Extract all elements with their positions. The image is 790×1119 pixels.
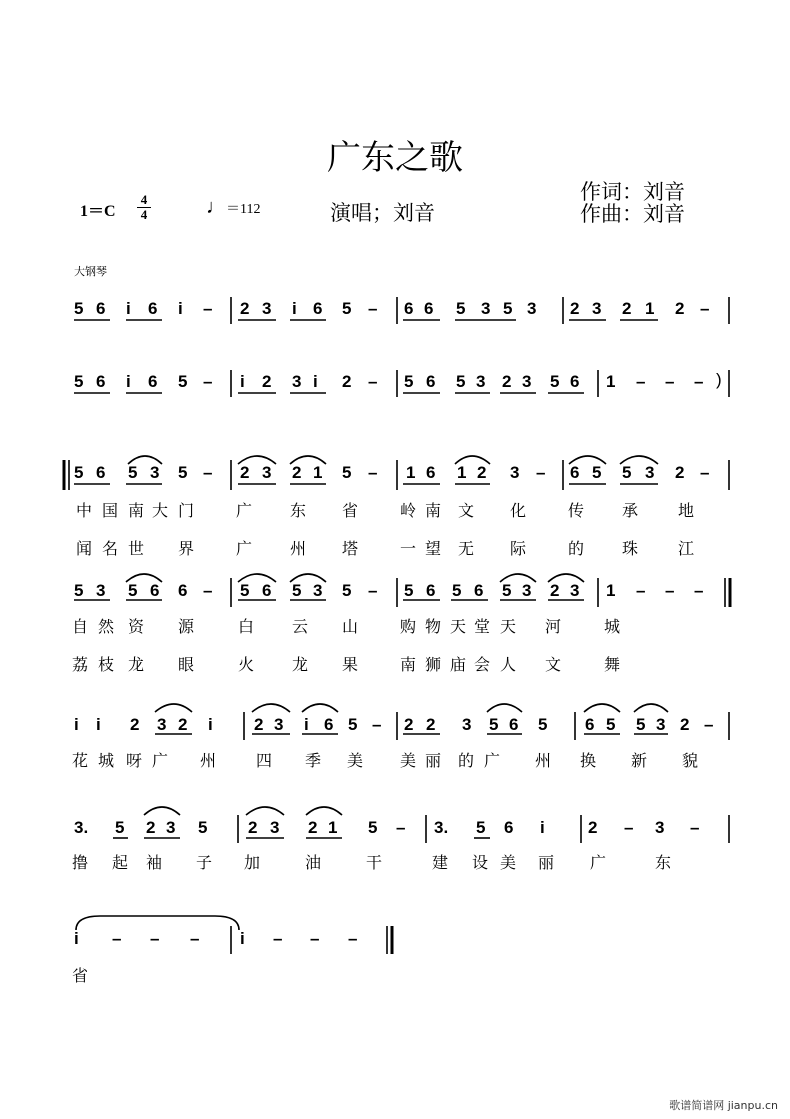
lyric: 狮 xyxy=(425,655,442,674)
note: 6 xyxy=(570,463,580,482)
note: 2 xyxy=(675,463,685,482)
dash: – xyxy=(368,581,378,600)
dash: – xyxy=(372,715,382,734)
note: 5 xyxy=(456,299,466,318)
note: 5 xyxy=(74,299,84,318)
note: 3 xyxy=(476,372,486,391)
note: 3 xyxy=(166,818,176,837)
dash: – xyxy=(150,929,160,948)
dash: – xyxy=(704,715,714,734)
dash: – xyxy=(310,929,320,948)
lyric: 丽 xyxy=(425,751,442,770)
lyric: 文 xyxy=(458,501,475,520)
lyric: 干 xyxy=(366,853,383,872)
note: 3 xyxy=(157,715,167,734)
lyric: 庙 xyxy=(450,655,467,674)
note: 3 xyxy=(150,463,160,482)
lyric: 世 xyxy=(128,539,145,558)
note: 3 xyxy=(510,463,520,482)
lyric: 广 xyxy=(484,751,501,770)
note: 5 xyxy=(342,581,352,600)
note: i xyxy=(74,715,79,734)
lyric: 四 xyxy=(256,751,273,770)
lyric: 撸 xyxy=(72,853,89,872)
lyric: 的 xyxy=(568,539,585,558)
dash: – xyxy=(112,929,122,948)
note: i xyxy=(208,715,213,734)
note: 5 xyxy=(178,372,188,391)
note: 6 xyxy=(474,581,484,600)
lyric: 云 xyxy=(292,617,309,636)
lyric: 枝 xyxy=(98,655,115,674)
note: i xyxy=(304,715,309,734)
note: 5 xyxy=(240,581,250,600)
lyric: 龙 xyxy=(292,655,309,674)
note: 3 xyxy=(481,299,491,318)
note: 5 xyxy=(342,463,352,482)
dash: – xyxy=(348,929,358,948)
key-signature: 1＝C xyxy=(80,203,116,220)
note: 5 xyxy=(178,463,188,482)
note: 3 xyxy=(656,715,666,734)
lyric: 东 xyxy=(290,501,307,520)
lyric: 闻 xyxy=(76,539,93,558)
note: 5 xyxy=(550,372,560,391)
dash: – xyxy=(203,581,213,600)
note: 5 xyxy=(115,818,125,837)
lyric: 山 xyxy=(342,617,359,636)
note: 1 xyxy=(328,818,338,837)
dash: – xyxy=(700,463,710,482)
note: 3 xyxy=(592,299,602,318)
note: 3 xyxy=(313,581,323,600)
lyric: 花 xyxy=(72,751,89,770)
note: 6 xyxy=(262,581,272,600)
lyric: 广 xyxy=(152,751,169,770)
close-paren: ) xyxy=(716,370,722,389)
lyric: 望 xyxy=(425,539,442,558)
note: 5 xyxy=(456,372,466,391)
lyric: 舞 xyxy=(604,655,621,674)
dash: – xyxy=(636,372,646,391)
singer-credit: 演唱；刘音 xyxy=(330,201,435,225)
note: 5 xyxy=(404,581,414,600)
lyric: 州 xyxy=(535,751,552,770)
note: 5 xyxy=(198,818,208,837)
note: 6 xyxy=(324,715,334,734)
note: i xyxy=(178,299,183,318)
dash: – xyxy=(368,372,378,391)
note: 3 xyxy=(262,463,272,482)
time-signature-bottom: 4 xyxy=(137,207,151,222)
note: i xyxy=(240,929,245,948)
lyric: 岭 xyxy=(400,501,417,520)
lyric: 源 xyxy=(178,617,195,636)
note: 2 xyxy=(680,715,690,734)
lyric: 物 xyxy=(425,617,442,636)
lyric: 州 xyxy=(200,751,217,770)
note: i xyxy=(126,299,131,318)
note: 3 xyxy=(522,581,532,600)
note: 2 xyxy=(146,818,156,837)
lyric: 国 xyxy=(102,501,119,520)
note: i xyxy=(313,372,318,391)
lyric: 名 xyxy=(102,539,119,558)
lyric: 塔 xyxy=(342,539,359,558)
note: 3. xyxy=(74,818,89,837)
lyric: 白 xyxy=(238,617,255,636)
note: 2 xyxy=(477,463,487,482)
note: 5 xyxy=(489,715,499,734)
note: 2 xyxy=(254,715,264,734)
song-title: 广东之歌 xyxy=(327,138,463,178)
note: 2 xyxy=(675,299,685,318)
note: 6 xyxy=(426,372,436,391)
lyric: 建 xyxy=(432,853,449,872)
note: 6 xyxy=(96,299,106,318)
lyric: 丽 xyxy=(538,853,555,872)
lyric: 呀 xyxy=(126,751,143,770)
lyric: 省 xyxy=(342,501,359,520)
lyric: 天 xyxy=(500,617,517,636)
dash: – xyxy=(203,299,213,318)
note: i xyxy=(292,299,297,318)
lyric: 广 xyxy=(590,853,607,872)
lyric: 然 xyxy=(98,617,115,636)
lyric: 的 xyxy=(458,751,475,770)
watermark: 歌谱简谱网 jianpu.cn xyxy=(669,1099,778,1112)
lyric: 大 xyxy=(152,501,169,520)
note: 5 xyxy=(452,581,462,600)
dash: – xyxy=(694,581,704,600)
lyric: 东 xyxy=(655,853,672,872)
note: 3 xyxy=(292,372,302,391)
note: 2 xyxy=(292,463,302,482)
note: 5 xyxy=(606,715,616,734)
lyric: 购 xyxy=(400,617,417,636)
note: 3 xyxy=(96,581,106,600)
lyric: 省 xyxy=(72,966,89,985)
note: 5 xyxy=(342,299,352,318)
note: 1 xyxy=(313,463,323,482)
lyric: 承 xyxy=(622,501,639,520)
lyric: 貌 xyxy=(682,751,699,770)
dash: – xyxy=(190,929,200,948)
note: i xyxy=(74,929,79,948)
note: 3 xyxy=(655,818,665,837)
lyric: 门 xyxy=(178,501,195,520)
lyric: 珠 xyxy=(622,539,639,558)
lyric: 传 xyxy=(568,501,585,520)
note: 6 xyxy=(504,818,514,837)
note: 2 xyxy=(404,715,414,734)
lyric: 州 xyxy=(290,539,307,558)
lyric: 子 xyxy=(196,853,213,872)
note: 6 xyxy=(96,463,106,482)
lyric: 眼 xyxy=(178,655,195,674)
note: 2 xyxy=(502,372,512,391)
quarter-note-icon: ♩ xyxy=(206,196,226,218)
lyric: 美 xyxy=(400,751,417,770)
lyric: 换 xyxy=(580,751,597,770)
note: 5 xyxy=(622,463,632,482)
note: 5 xyxy=(128,463,138,482)
note: 3 xyxy=(270,818,280,837)
lyric: 季 xyxy=(305,751,322,770)
note: 5 xyxy=(128,581,138,600)
lyric: 美 xyxy=(500,853,517,872)
note: i xyxy=(540,818,545,837)
note: 5 xyxy=(368,818,378,837)
lyric: 龙 xyxy=(128,655,145,674)
note: 2 xyxy=(622,299,632,318)
note: 2 xyxy=(130,715,140,734)
lyric: 无 xyxy=(458,539,475,558)
note: 5 xyxy=(74,372,84,391)
note: 5 xyxy=(538,715,548,734)
note: 2 xyxy=(240,299,250,318)
note: 3 xyxy=(645,463,655,482)
instrument-label: 大钢琴 xyxy=(74,265,107,278)
note: i xyxy=(126,372,131,391)
dash: – xyxy=(368,463,378,482)
note: 2 xyxy=(426,715,436,734)
note: 1 xyxy=(457,463,467,482)
lyric: 化 xyxy=(510,501,527,520)
note: 1 xyxy=(645,299,655,318)
note: 3 xyxy=(527,299,537,318)
note: 2 xyxy=(262,372,272,391)
lyric: 起 xyxy=(112,853,129,872)
composer-credit: 作曲：刘音 xyxy=(580,202,685,226)
lyric: 南 xyxy=(400,655,417,674)
note: 6 xyxy=(178,581,188,600)
note: i xyxy=(240,372,245,391)
dash: – xyxy=(396,818,406,837)
lyric: 天 xyxy=(450,617,467,636)
note: 1 xyxy=(606,372,616,391)
dash: – xyxy=(665,581,675,600)
lyric: 油 xyxy=(305,853,322,872)
lyric: 资 xyxy=(128,617,145,636)
lyric: 江 xyxy=(678,539,695,558)
note: 5 xyxy=(74,581,84,600)
dash: – xyxy=(273,929,283,948)
lyric: 新 xyxy=(631,751,648,770)
lyric: 会 xyxy=(474,655,491,674)
note: 2 xyxy=(240,463,250,482)
lyric: 城 xyxy=(98,751,115,770)
dash: – xyxy=(203,463,213,482)
note: 2 xyxy=(178,715,188,734)
note: 2 xyxy=(248,818,258,837)
dash: – xyxy=(624,818,634,837)
note: 2 xyxy=(588,818,598,837)
note: 3 xyxy=(522,372,532,391)
lyricist-credit: 作词：刘音 xyxy=(580,180,685,204)
lyric: 广 xyxy=(236,501,253,520)
lyric: 火 xyxy=(238,655,255,674)
lyric: 南 xyxy=(128,501,145,520)
lyric: 城 xyxy=(604,617,621,636)
lyric: 袖 xyxy=(146,853,163,872)
note: 2 xyxy=(308,818,318,837)
note: 5 xyxy=(636,715,646,734)
note: 6 xyxy=(426,581,436,600)
note: 6 xyxy=(148,372,158,391)
note: 3 xyxy=(274,715,284,734)
note: 6 xyxy=(148,299,158,318)
lyric: 加 xyxy=(244,853,261,872)
note: 6 xyxy=(404,299,414,318)
tempo-value: ＝112 xyxy=(226,202,261,217)
lyric: 际 xyxy=(510,539,527,558)
note: 6 xyxy=(426,463,436,482)
lyric: 中 xyxy=(76,501,93,520)
note: 2 xyxy=(342,372,352,391)
note: 5 xyxy=(476,818,486,837)
lyric: 果 xyxy=(342,655,359,674)
time-signature-top: 4 xyxy=(140,192,148,207)
note: 3. xyxy=(434,818,449,837)
note: 6 xyxy=(509,715,519,734)
lyric: 地 xyxy=(678,501,695,520)
lyric: 界 xyxy=(178,539,195,558)
note: 2 xyxy=(550,581,560,600)
lyric: 广 xyxy=(236,539,253,558)
note: 6 xyxy=(585,715,595,734)
note: 6 xyxy=(96,372,106,391)
note: 5 xyxy=(74,463,84,482)
note: 6 xyxy=(150,581,160,600)
lyric: 堂 xyxy=(474,617,491,636)
dash: – xyxy=(368,299,378,318)
note: i xyxy=(96,715,101,734)
dash: – xyxy=(536,463,546,482)
note: 5 xyxy=(292,581,302,600)
note: 1 xyxy=(406,463,416,482)
lyric: 文 xyxy=(545,655,562,674)
note: 5 xyxy=(404,372,414,391)
note: 6 xyxy=(424,299,434,318)
note: 5 xyxy=(503,299,513,318)
note: 6 xyxy=(570,372,580,391)
dash: – xyxy=(665,372,675,391)
lyric: 美 xyxy=(347,751,364,770)
lyric: 河 xyxy=(545,617,562,636)
dash: – xyxy=(636,581,646,600)
note: 3 xyxy=(262,299,272,318)
dash: – xyxy=(700,299,710,318)
note: 3 xyxy=(462,715,472,734)
lyric: 一 xyxy=(400,539,417,558)
note: 5 xyxy=(502,581,512,600)
dash: – xyxy=(694,372,704,391)
lyric: 设 xyxy=(472,853,489,872)
dash: – xyxy=(690,818,700,837)
lyric: 南 xyxy=(425,501,442,520)
note: 6 xyxy=(313,299,323,318)
note: 5 xyxy=(592,463,602,482)
note: 5 xyxy=(348,715,358,734)
note: 1 xyxy=(606,581,616,600)
lyric: 荔 xyxy=(72,655,89,674)
lyric: 自 xyxy=(72,617,89,636)
lyric: 人 xyxy=(500,655,517,674)
dash: – xyxy=(203,372,213,391)
note: 2 xyxy=(570,299,580,318)
note: 3 xyxy=(570,581,580,600)
